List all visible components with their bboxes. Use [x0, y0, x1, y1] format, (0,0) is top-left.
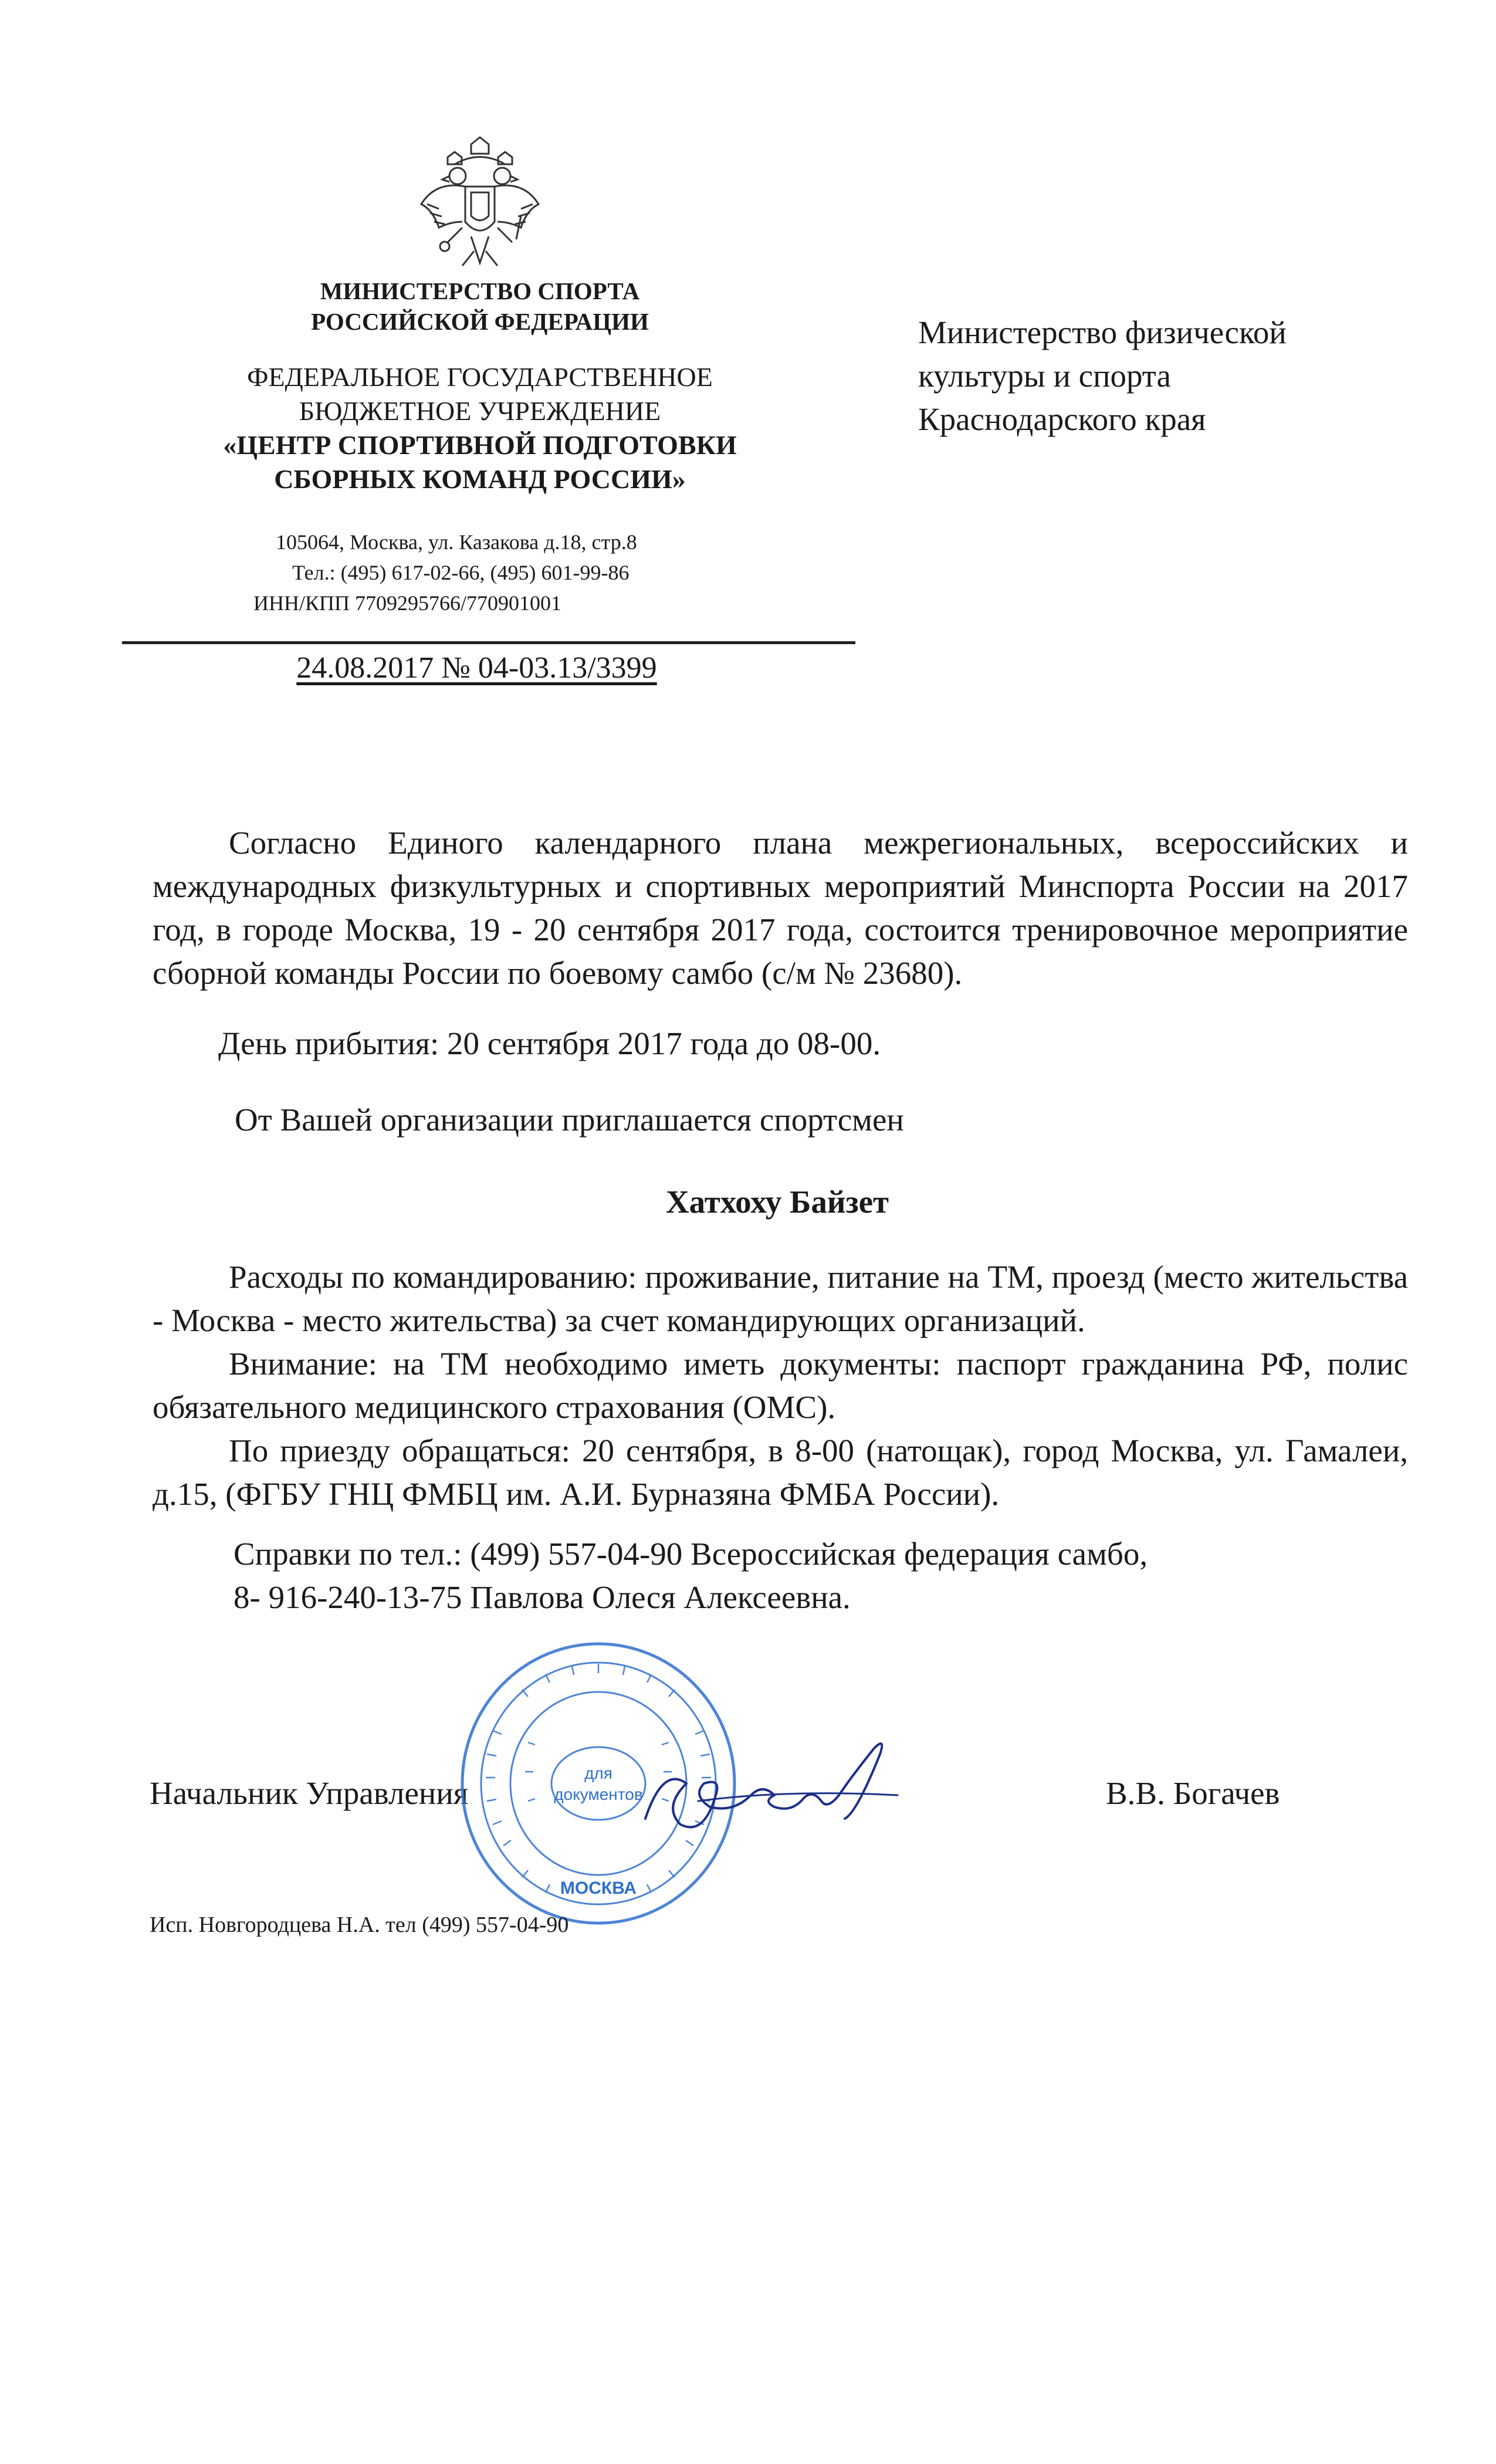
recipient-line-3: Краснодарского края	[918, 401, 1206, 437]
ministry-line-1: МИНИСТЕРСТВО СПОРТА	[320, 277, 640, 304]
institution-type-line-1: ФЕДЕРАЛЬНОЕ ГОСУДАРСТВЕННОЕ	[247, 362, 713, 392]
stamp-text-bottom: документов	[554, 1785, 643, 1803]
signatory-position: Начальник Управления	[150, 1775, 469, 1811]
institution-name-line-2: СБОРНЫХ КОМАНД РОССИИ»	[274, 464, 686, 494]
recipient-line-1: Министерство физической	[918, 314, 1287, 350]
coat-of-arms-icon	[415, 134, 544, 280]
expenses-paragraph: Расходы по командированию: проживание, питание на ТМ, проезд (место жительства - Москва - место жительства) за счет командирующих организаций.	[153, 1259, 1408, 1338]
document-number: 24.08.2017 № 04-03.13/3399	[296, 651, 657, 685]
institution-block	[151, 360, 808, 496]
ministry-name	[239, 276, 720, 337]
stamp-city: МОСКВА	[560, 1879, 637, 1898]
header-divider	[122, 641, 855, 644]
institution-type-line-2: БЮДЖЕТНОЕ УЧРЕЖДЕНИЕ	[299, 396, 661, 426]
ministry-line-2: РОССИЙСКОЙ ФЕДЕРАЦИИ	[311, 308, 649, 335]
institution-name-line-1: «ЦЕНТР СПОРТИВНОЙ ПОДГОТОВКИ	[223, 430, 737, 460]
recipient-block	[918, 311, 1387, 441]
recipient-line-2: культуры и спорта	[918, 358, 1171, 394]
invite-text: От Вашей организации приглашается спортсмен	[235, 1102, 904, 1138]
sender-phone: Тел.: (495) 617-02-66, (495) 601-99-86	[292, 561, 629, 584]
contacts-line-2: 8- 916-240-13-75 Павлова Олеся Алексеевна.	[233, 1579, 851, 1615]
arrival-address-paragraph: По приезду обращаться: 20 сентября, в 8-00 (натощак), город Москва, ул. Гамалеи, д.15, (ФГБУ ГНЦ ФМБЦ им. А.И. Бурназяна ФМБА России).	[153, 1433, 1408, 1512]
signatory-name: В.В. Богачев	[1106, 1775, 1280, 1811]
athlete-name: Хатхоху Байзет	[665, 1184, 889, 1220]
stamp-text-top: для	[584, 1764, 612, 1782]
sender-address: 105064, Москва, ул. Казакова д.18, стр.8	[276, 530, 637, 554]
contacts-line-1: Справки по тел.: (499) 557-04-90 Всероссийская федерация самбо,	[233, 1536, 1148, 1572]
body-paragraph-1: Согласно Единого календарного плана межрегиональных, всероссийских и международных физкультурных и спортивных мероприятий Минспорта России на 2017 год, в городе Москва, 19 - 20 сентября 2017 года, состоится тренировочное мероприятие сборной команды России по боевому самбо (с/м № 23680).	[153, 825, 1408, 991]
arrival-day: День прибытия: 20 сентября 2017 года до 08-00.	[218, 1025, 881, 1061]
executor-line: Исп. Новгородцева Н.А. тел (499) 557-04-90	[150, 1913, 569, 1937]
sender-inn: ИНН/КПП 7709295766/770901001	[253, 591, 562, 615]
handwritten-signature	[634, 1731, 927, 1854]
attention-paragraph: Внимание: на ТМ необходимо иметь документы: паспорт гражданина РФ, полис обязательного медицинского страхования (ОМС).	[153, 1346, 1408, 1425]
